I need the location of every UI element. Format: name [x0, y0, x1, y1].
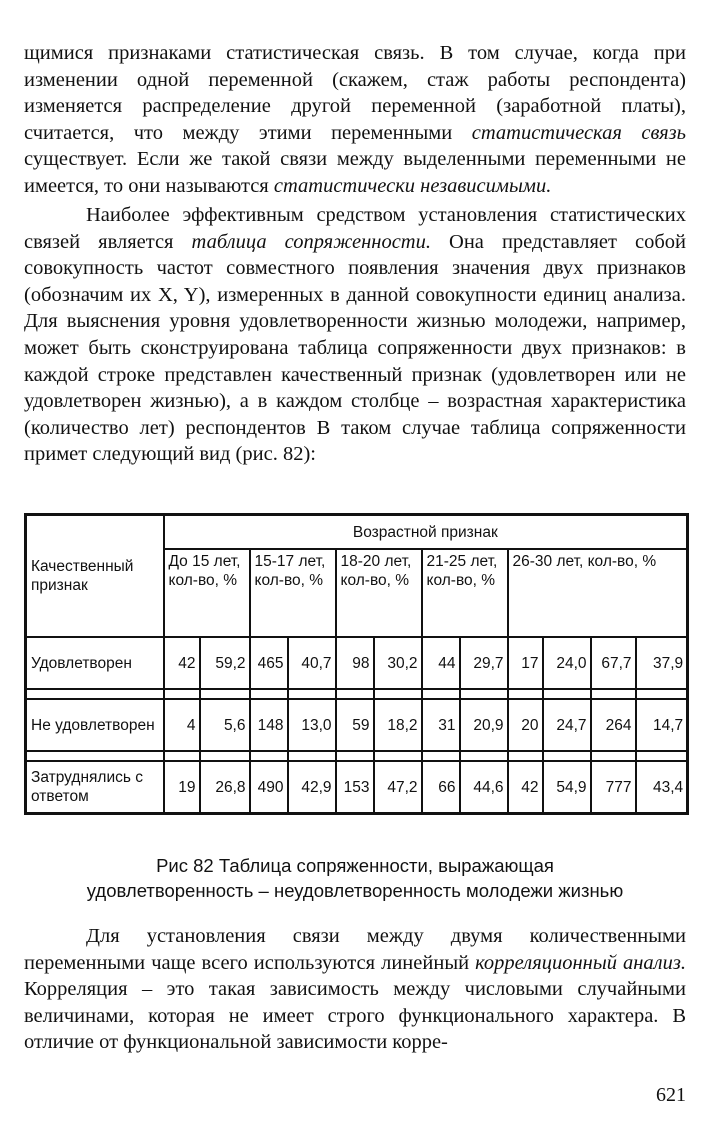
age-group-header: До 15 лет, кол-во, % [164, 549, 250, 637]
spacer-cell [200, 689, 250, 699]
spacer-cell [164, 689, 200, 699]
table-row [26, 699, 688, 751]
paragraph-3-text-b: Корреляция – это такая зависимость между числовыми случайными величинами, которая не имеет строго функционального характера. В отличие от функциональной зависимости корре- [24, 978, 686, 1054]
table-cell: 66 [422, 761, 460, 814]
spacer-cell [250, 751, 288, 761]
paragraph-1-italic-a: статистическая связь [471, 121, 686, 144]
spacer-cell [636, 689, 688, 699]
age-group-header: 21-25 лет, кол-во, % [422, 549, 508, 637]
row-label: Удовлетворен [26, 637, 164, 689]
table-row [26, 637, 688, 689]
table-row-spacer [26, 689, 688, 699]
spacer-cell [336, 689, 374, 699]
caption-line-1: Рис 82 Таблица сопряженности, выражающая [156, 855, 554, 876]
spacer-cell [26, 751, 164, 761]
contingency-table [24, 513, 689, 815]
paragraph-1-italic-b: статистически независимыми. [273, 174, 552, 197]
spacer-cell [508, 689, 543, 699]
age-group-header: 26-30 лет, кол-во, % [508, 549, 688, 637]
table-cell: 26,8 [200, 761, 250, 814]
spacer-cell [460, 751, 508, 761]
spacer-cell [422, 751, 460, 761]
table-cell: 47,2 [374, 761, 422, 814]
paragraph-2 [24, 202, 686, 468]
spacer-cell [543, 689, 591, 699]
table-cell: 264 [591, 699, 636, 751]
table-cell: 24,7 [543, 699, 591, 751]
table-cell: 13,0 [288, 699, 336, 751]
paragraph-2-text-a: Наиболее эффективным средством установления статистических связей является [24, 204, 686, 253]
table-cell: 14,7 [636, 699, 688, 751]
table-cell: 54,9 [543, 761, 591, 814]
table-cell: 43,4 [636, 761, 688, 814]
table-cell: 148 [250, 699, 288, 751]
table-cell: 42 [164, 637, 200, 689]
paragraph-3-italic-a: корреляционный анализ. [475, 951, 686, 974]
spacer-cell [288, 751, 336, 761]
caption-line-2: удовлетворенность – неудовлетворенность молодежи жизнью [86, 880, 624, 901]
table-cell: 59,2 [200, 637, 250, 689]
table-cell: 31 [422, 699, 460, 751]
table-cell: 24,0 [543, 637, 591, 689]
table-cell: 17 [508, 637, 543, 689]
spacer-cell [422, 689, 460, 699]
paragraph-1-text-a: щимися признаками статистическая связь. В том случае, когда при изменении одной переменной (скажем, стаж работы респондента) изменяется распределение другой переменной (заработной платы), считается, что между этими переменными [24, 42, 686, 144]
table-cell: 44,6 [460, 761, 508, 814]
table-cell: 44 [422, 637, 460, 689]
group-header: Возрастной признак [164, 515, 688, 550]
spacer-cell [374, 689, 422, 699]
table-cell: 465 [250, 637, 288, 689]
spacer-cell [288, 689, 336, 699]
spacer-cell [636, 751, 688, 761]
table-cell: 59 [336, 699, 374, 751]
table-cell: 42,9 [288, 761, 336, 814]
paragraph-2-text-b: Она представляет собой совокупность частот совместного появления значения двух признаков (обозначим их X, Y), измеренных в данной совокупности единиц анализа. Для выяснения уровня удовлетворенности жизнью молодежи, например, может быть сконструирована таблица сопряженности двух признаков: в каждой строке представлен качественный признак (удовлетворен или не удовлетворен жизнью), а в каждом столбце – возрастная характеристика (количество лет) респондентов В таком случае таблица сопряженности примет следующий вид (рис. 82): [24, 230, 686, 466]
paragraph-1 [24, 40, 686, 200]
figure-caption [24, 853, 686, 903]
age-group-header: 15-17 лет, кол-во, % [250, 549, 336, 637]
table-cell: 40,7 [288, 637, 336, 689]
table-cell: 18,2 [374, 699, 422, 751]
spacer-cell [591, 689, 636, 699]
spacer-cell [164, 751, 200, 761]
table-cell: 42 [508, 761, 543, 814]
spacer-cell [336, 751, 374, 761]
table-cell: 777 [591, 761, 636, 814]
table-cell: 4 [164, 699, 200, 751]
corner-header: Качественный признак [26, 515, 164, 638]
spacer-cell [460, 689, 508, 699]
spacer-cell [26, 689, 164, 699]
table-cell: 67,7 [591, 637, 636, 689]
page-number: 621 [656, 1084, 686, 1106]
table-row [26, 761, 688, 814]
table-cell: 98 [336, 637, 374, 689]
spacer-cell [591, 751, 636, 761]
spacer-cell [250, 689, 288, 699]
table-cell: 19 [164, 761, 200, 814]
table-cell: 29,7 [460, 637, 508, 689]
table-cell: 20,9 [460, 699, 508, 751]
spacer-cell [508, 751, 543, 761]
spacer-cell [200, 751, 250, 761]
table-cell: 20 [508, 699, 543, 751]
table-cell: 5,6 [200, 699, 250, 751]
paragraph-3-text-a: Для установления связи между двумя количественными переменными чаще всего используются линейный [24, 925, 686, 974]
row-label: Не удовлетворен [26, 699, 164, 751]
age-group-header: 18-20 лет, кол-во, % [336, 549, 422, 637]
paragraph-2-italic-a: таблица сопряженности. [191, 230, 431, 253]
contingency-table-wrap [24, 513, 686, 815]
table-cell: 490 [250, 761, 288, 814]
table-header-row [26, 515, 688, 550]
table-cell: 153 [336, 761, 374, 814]
row-label: Затруднялись с ответом [26, 761, 164, 814]
paragraph-3 [24, 923, 686, 1056]
spacer-cell [543, 751, 591, 761]
table-cell: 30,2 [374, 637, 422, 689]
spacer-cell [374, 751, 422, 761]
table-row-spacer [26, 751, 688, 761]
paragraph-1-text-b: существует. Если же такой связи между выделенными переменными не имеется, то они называются [24, 148, 686, 197]
table-cell: 37,9 [636, 637, 688, 689]
